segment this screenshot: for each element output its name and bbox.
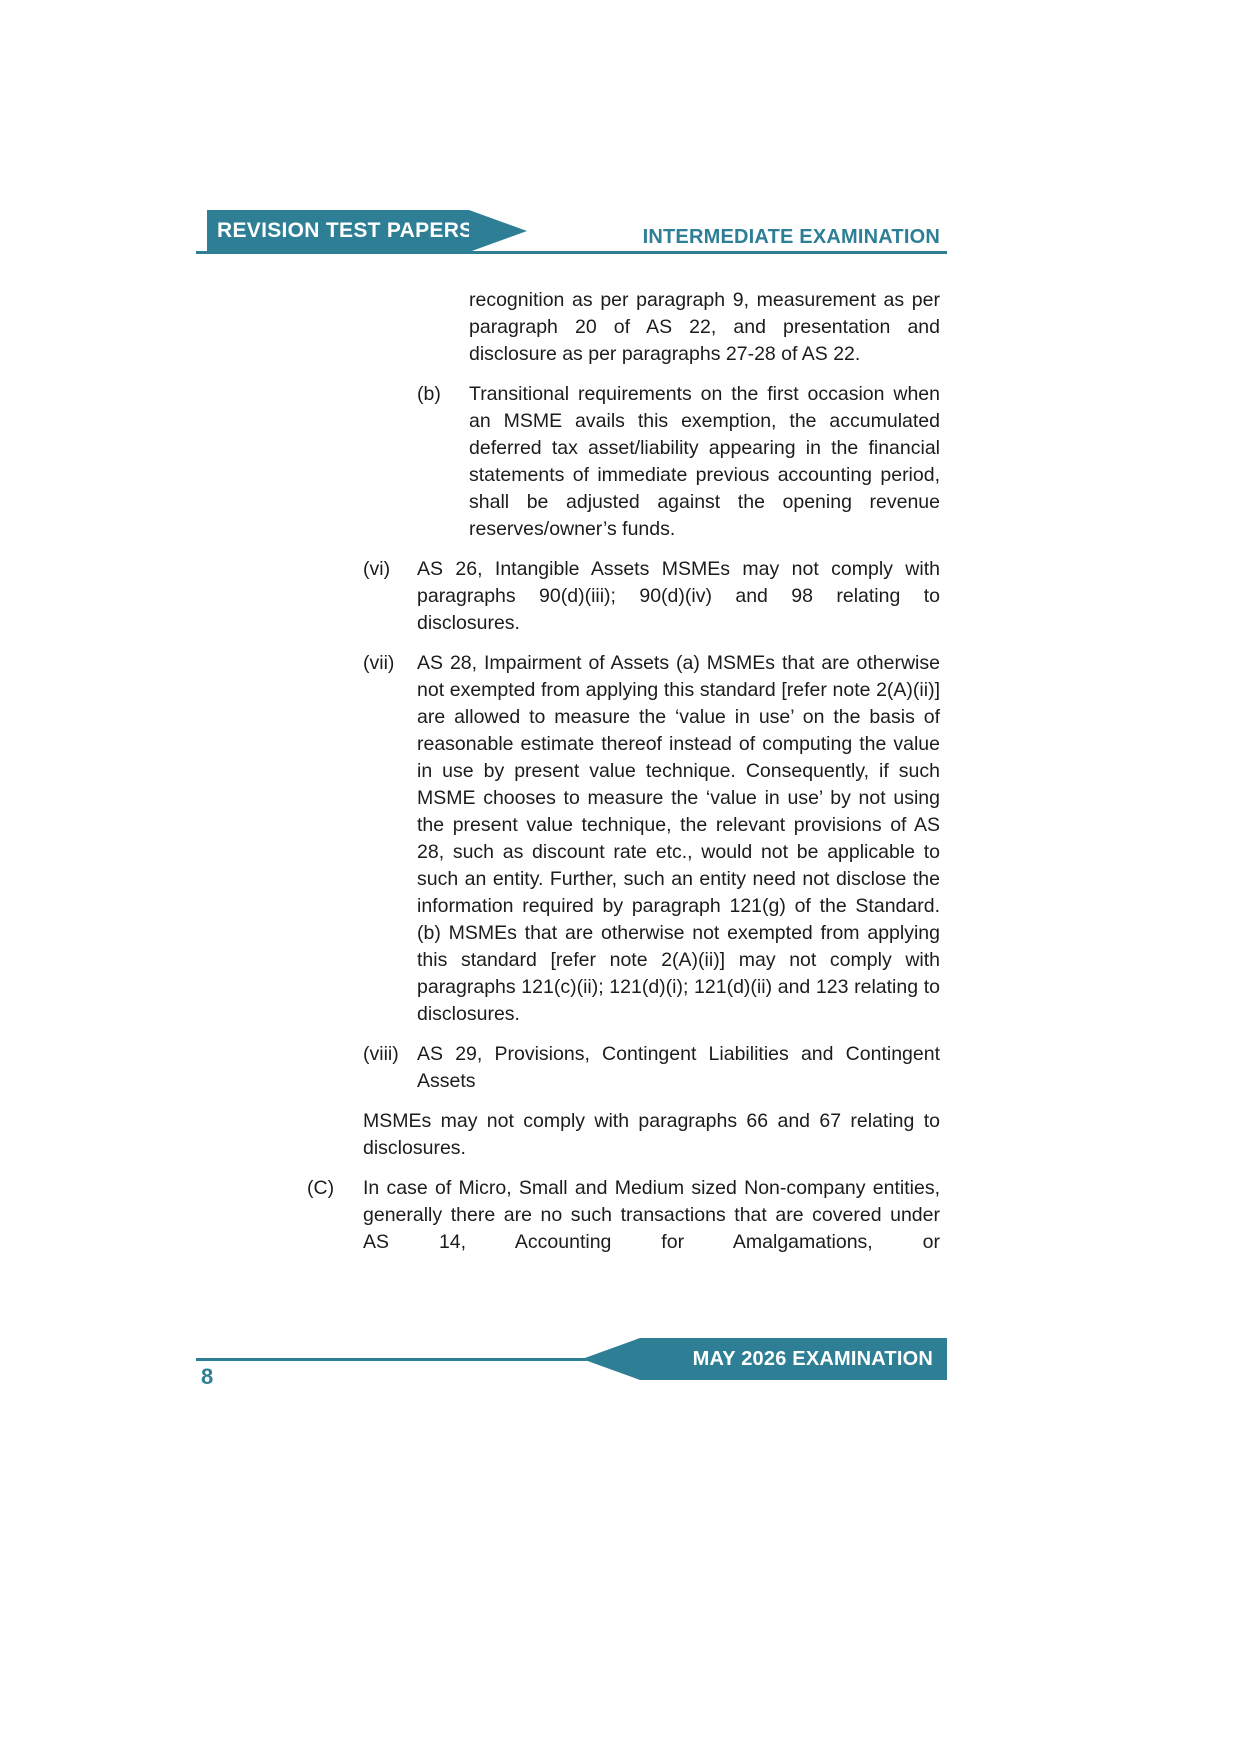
paragraph-text: AS 28, Impairment of Assets (a) MSMEs that are otherwise not exempted from applying this standard [refer note 2(A)(ii)] are allowed to measure the ‘value in use’ on the basis of reasonable estimate thereof instead of computing the value in use by present value technique. Consequently, if such MSME chooses to measure the ‘value in use’ by not using the present value technique, the relevant provisions of AS 28, such as discount rate etc., would not be applicable to such an entity. Further, such an entity need not disclose the information required by paragraph 121(g) of the Standard. (b) MSMEs that are otherwise not exempted from applying this standard [refer note 2(A)(ii)] may not comply with paragraphs 121(c)(ii); 121(d)(i); 121(d)(ii) and 123 relating to disclosures. <box>417 652 940 1025</box>
list-item-label: (vi) <box>363 558 391 580</box>
footer-banner <box>640 1338 947 1380</box>
page-number: 8 <box>201 1364 214 1389</box>
paragraph-text: Transitional requirements on the first occasion when an MSME avails this exemption, the accumulated deferred tax asset/liability appearing in the financial statements of immediate previous accounting period, shall be adjusted against the opening revenue reserves/owner’s funds. <box>469 383 940 540</box>
paragraph-text: In case of Micro, Small and Medium sized Non-company entities, generally there are no such transactions that are covered under AS 14, Accounting for Amalgamations, or <box>363 1177 940 1253</box>
list-item-vii <box>363 650 940 1028</box>
header-banner <box>207 210 474 252</box>
list-item-c <box>307 1175 940 1256</box>
paragraph-continuation <box>469 287 940 368</box>
arrow-left-icon <box>582 1338 640 1380</box>
list-item-label: (viii) <box>363 1043 399 1065</box>
paragraph-text: recognition as per paragraph 9, measurement as per paragraph 20 of AS 22, and presentation and disclosure as per paragraphs 27-28 of AS 22. <box>469 289 940 365</box>
list-item-vi <box>363 556 940 637</box>
footer-banner-label: MAY 2026 EXAMINATION <box>692 1347 933 1370</box>
list-item-label: (vii) <box>363 652 395 674</box>
paragraph-text: AS 26, Intangible Assets MSMEs may not comply with paragraphs 90(d)(iii); 90(d)(iv) and 98 relating to disclosures. <box>417 558 940 634</box>
list-item-label: (b) <box>417 383 441 405</box>
list-item-label: (C) <box>307 1177 335 1199</box>
paragraph-text: AS 29, Provisions, Contingent Liabilities and Contingent Assets <box>417 1043 940 1092</box>
header-right-title: INTERMEDIATE EXAMINATION <box>642 226 940 248</box>
header-banner-label: REVISION TEST PAPERS <box>217 219 474 242</box>
arrow-right-icon <box>469 210 527 252</box>
list-item-viii <box>363 1041 940 1095</box>
list-item-b <box>417 381 940 543</box>
document-body <box>0 287 1241 1269</box>
paragraph-msme-note <box>363 1108 940 1162</box>
paragraph-text: MSMEs may not comply with paragraphs 66 and 67 relating to disclosures. <box>363 1110 940 1159</box>
